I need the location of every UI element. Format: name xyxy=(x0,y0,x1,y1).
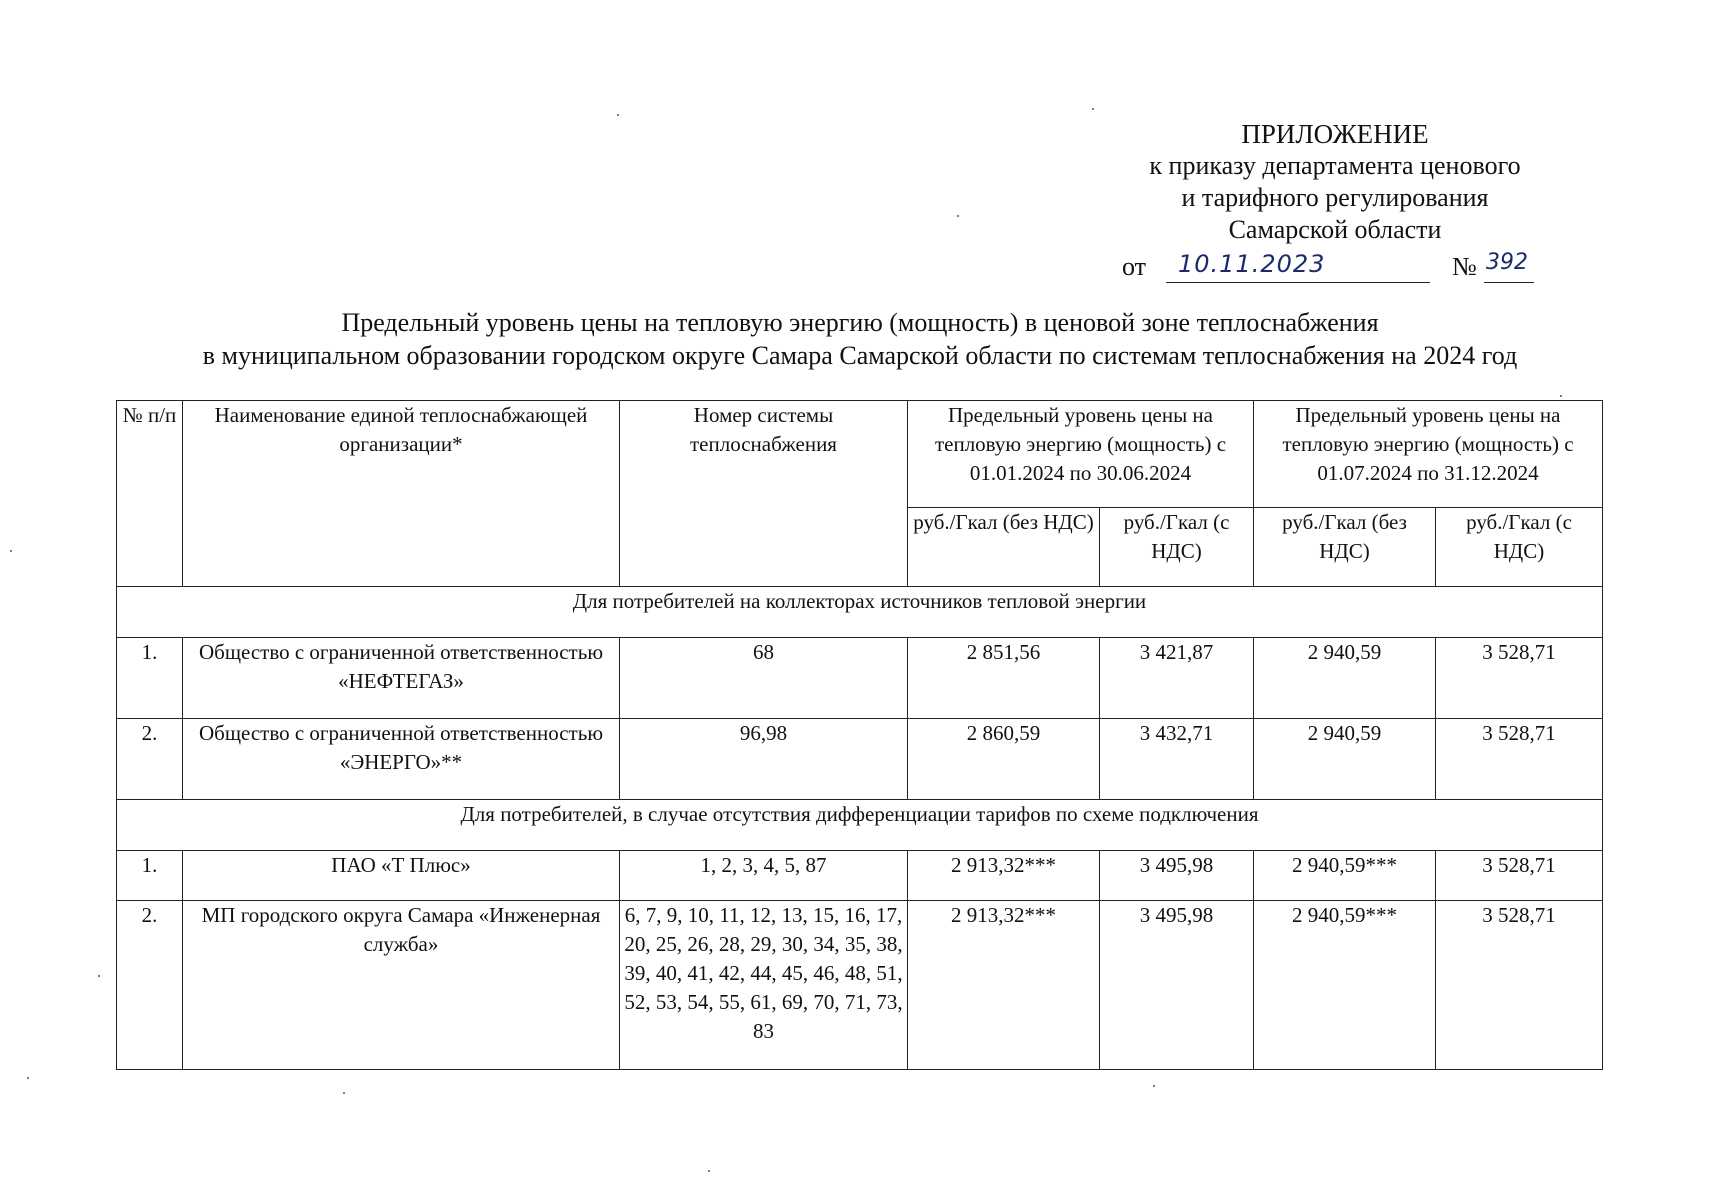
from-label: от xyxy=(1122,252,1147,281)
scan-speck xyxy=(10,550,12,552)
scan-speck xyxy=(957,215,959,217)
cell-org: Общество с ограниченной ответственностью «НЕФТЕГАЗ» xyxy=(183,638,620,719)
table-row xyxy=(117,638,1603,719)
cell-p1-no-vat: 2 860,59 xyxy=(908,719,1100,800)
cell-p1-vat: 3 421,87 xyxy=(1100,638,1254,719)
cell-p2-no-vat: 2 940,59 xyxy=(1254,719,1436,800)
cell-p2-vat: 3 528,71 xyxy=(1436,719,1603,800)
order-date-field xyxy=(1166,250,1430,283)
section-row xyxy=(117,800,1603,851)
scan-speck xyxy=(98,975,100,977)
table-row xyxy=(117,901,1603,1070)
header-period-2: Предельный уровень цены на тепловую энергию (мощность) с 01.07.2024 по 31.12.2024 xyxy=(1254,401,1603,508)
cell-num: 2. xyxy=(117,901,183,1070)
cell-p2-no-vat: 2 940,59 xyxy=(1254,638,1436,719)
cell-p1-vat: 3 432,71 xyxy=(1100,719,1254,800)
section-title: Для потребителей на коллекторах источников тепловой энергии xyxy=(117,587,1603,638)
appendix-line-3: Самарской области xyxy=(1228,215,1442,244)
cell-p2-vat: 3 528,71 xyxy=(1436,638,1603,719)
number-label: № xyxy=(1452,252,1477,281)
section-row xyxy=(117,587,1603,638)
cell-p1-vat: 3 495,98 xyxy=(1100,851,1254,901)
order-date-number xyxy=(1122,250,1562,286)
scan-speck xyxy=(617,114,619,116)
cell-p2-vat: 3 528,71 xyxy=(1436,851,1603,901)
cell-system: 1, 2, 3, 4, 5, 87 xyxy=(620,851,908,901)
cell-p2-no-vat: 2 940,59*** xyxy=(1254,901,1436,1070)
cell-p2-no-vat: 2 940,59*** xyxy=(1254,851,1436,901)
header-row xyxy=(117,401,1603,508)
cell-p1-no-vat: 2 913,32*** xyxy=(908,901,1100,1070)
order-date-handwritten: 10.11.2023 xyxy=(1178,250,1326,278)
header-system: Номер системы теплоснабжения xyxy=(620,401,908,587)
title-line-1: Предельный уровень цены на тепловую энергию (мощность) в ценовой зоне теплоснабжения xyxy=(341,308,1379,337)
order-number-field xyxy=(1484,250,1534,283)
order-number-handwritten: 392 xyxy=(1486,250,1528,275)
appendix-title: ПРИЛОЖЕНИЕ xyxy=(1241,119,1429,149)
cell-p2-vat: 3 528,71 xyxy=(1436,901,1603,1070)
section-title: Для потребителей, в случае отсутствия дифференциации тарифов по схеме подключения xyxy=(117,800,1603,851)
cell-system: 96,98 xyxy=(620,719,908,800)
appendix-line-2: и тарифного регулирования xyxy=(1181,183,1489,212)
scan-speck xyxy=(27,1077,29,1079)
scan-speck xyxy=(1153,1085,1155,1087)
cell-num: 1. xyxy=(117,638,183,719)
scan-speck xyxy=(1092,108,1094,110)
scan-speck xyxy=(1560,395,1562,397)
appendix-block xyxy=(1085,118,1585,246)
cell-num: 1. xyxy=(117,851,183,901)
cell-system: 68 xyxy=(620,638,908,719)
cell-org: Общество с ограниченной ответственностью «ЭНЕРГО»** xyxy=(183,719,620,800)
cell-org: ПАО «Т Плюс» xyxy=(183,851,620,901)
tariff-table xyxy=(116,400,1603,1070)
scan-speck xyxy=(343,1092,345,1094)
header-org: Наименование единой теплоснабжающей организации* xyxy=(183,401,620,587)
cell-p1-no-vat: 2 851,56 xyxy=(908,638,1100,719)
table-row xyxy=(117,719,1603,800)
cell-org: МП городского округа Самара «Инженерная служба» xyxy=(183,901,620,1070)
appendix-line-1: к приказу департамента ценового xyxy=(1149,151,1521,180)
cell-num: 2. xyxy=(117,719,183,800)
document-title xyxy=(110,306,1610,372)
header-p2-vat: руб./Гкал (с НДС) xyxy=(1436,508,1603,587)
header-period-1: Предельный уровень цены на тепловую энергию (мощность) с 01.01.2024 по 30.06.2024 xyxy=(908,401,1254,508)
header-num: № п/п xyxy=(117,401,183,587)
header-p2-no-vat: руб./Гкал (без НДС) xyxy=(1254,508,1436,587)
header-p1-vat: руб./Гкал (с НДС) xyxy=(1100,508,1254,587)
title-line-2: в муниципальном образовании городском округе Самара Самарской области по системам теплоснабжения на 2024 год xyxy=(202,341,1518,370)
scan-speck xyxy=(708,1170,710,1172)
table-row xyxy=(117,851,1603,901)
cell-p1-no-vat: 2 913,32*** xyxy=(908,851,1100,901)
cell-system: 6, 7, 9, 10, 11, 12, 13, 15, 16, 17, 20, 25, 26, 28, 29, 30, 34, 35, 38, 39, 40, 41, 42, 44, 45, 46, 48, 51, 52, 53, 54, 55, 61, 69, 70, 71, 73, 83 xyxy=(620,901,908,1070)
header-p1-no-vat: руб./Гкал (без НДС) xyxy=(908,508,1100,587)
cell-p1-vat: 3 495,98 xyxy=(1100,901,1254,1070)
